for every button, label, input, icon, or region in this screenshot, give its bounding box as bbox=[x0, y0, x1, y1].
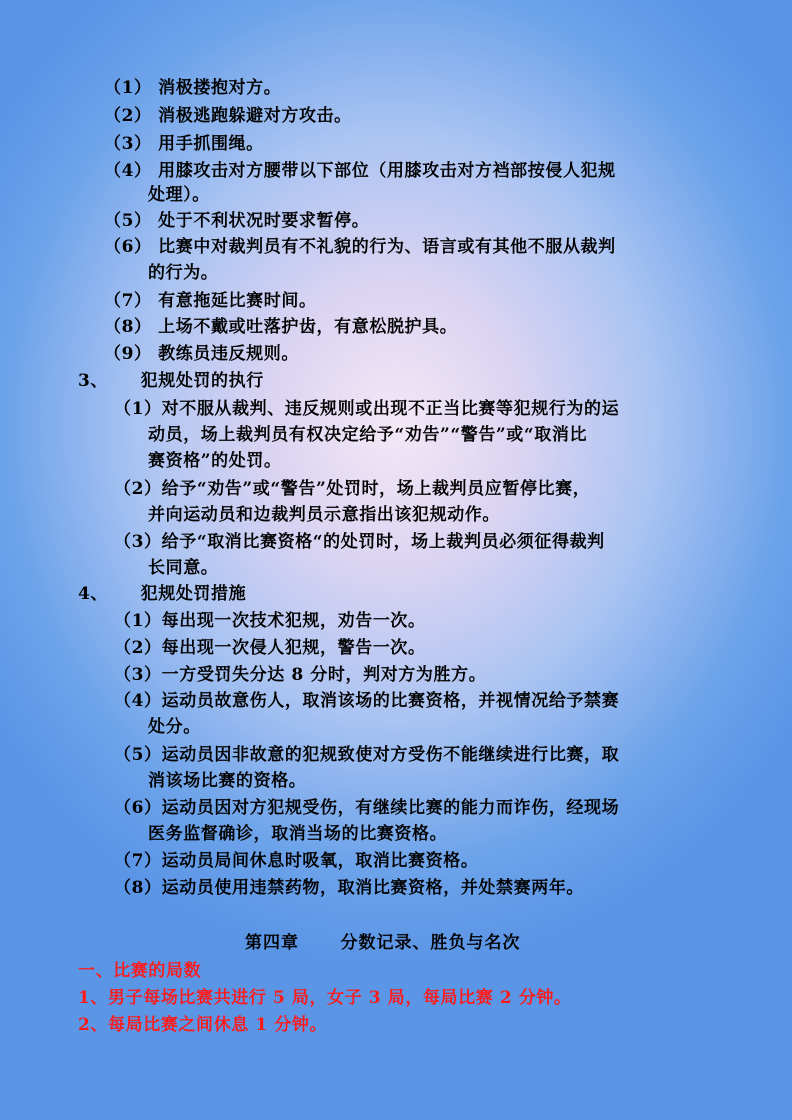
chapter-title: 第四章 分数记录、胜负与名次 bbox=[245, 933, 521, 953]
red-list-item: 2、每局比赛之间休息 1 分钟。 bbox=[78, 1015, 328, 1035]
list-item-continuation: 并向运动员和边裁判员示意指出该犯规动作。 bbox=[148, 505, 500, 525]
list-item: （5） 处于不利状况时要求暂停。 bbox=[104, 211, 370, 231]
list-item-continuation: 的行为。 bbox=[148, 263, 219, 283]
list-item: （1）对不服从裁判、违反规则或出现不正当比赛等犯规行为的运 bbox=[114, 399, 620, 419]
red-section-heading: 一、比赛的局数 bbox=[78, 961, 202, 981]
list-item: （9） 教练员违反规则。 bbox=[104, 344, 299, 364]
list-item: （1）每出现一次技术犯规，劝告一次。 bbox=[114, 611, 426, 631]
list-item: （3）一方受罚失分达 8 分时，判对方为胜方。 bbox=[114, 665, 487, 685]
list-item: （4） 用膝攻击对方腰带以下部位（用膝攻击对方裆部按侵人犯规 bbox=[104, 161, 616, 181]
list-item: （4）运动员故意伤人，取消该场的比赛资格，并视情况给予禁赛 bbox=[114, 691, 620, 711]
list-item: （7） 有意拖延比赛时间。 bbox=[104, 291, 317, 311]
list-item: （6） 比赛中对裁判员有不礼貌的行为、语言或有其他不服从裁判 bbox=[104, 237, 616, 257]
list-item: （2）给予“劝告”或“警告”处罚时，场上裁判员应暂停比赛， bbox=[114, 479, 591, 499]
list-item: （8）运动员使用违禁药物，取消比赛资格，并处禁赛两年。 bbox=[114, 878, 585, 898]
list-item-continuation: 处理）。 bbox=[148, 185, 210, 205]
list-item-continuation: 医务监督确诊，取消当场的比赛资格。 bbox=[148, 824, 448, 844]
list-item-continuation: 消该场比赛的资格。 bbox=[148, 771, 307, 791]
list-item: （7）运动员局间休息时吸氧，取消比赛资格。 bbox=[114, 851, 479, 871]
list-item: （8） 上场不戴或吐落护齿，有意松脱护具。 bbox=[104, 317, 458, 337]
list-item: （3） 用手抓围绳。 bbox=[104, 134, 264, 154]
list-item-continuation: 处分。 bbox=[148, 717, 201, 737]
section-title: 4、 犯规处罚措施 bbox=[78, 584, 247, 604]
list-item-continuation: 长同意。 bbox=[148, 558, 219, 578]
list-item-continuation: 动员，场上裁判员有权决定给予“劝告”“警告”或“取消比 bbox=[148, 425, 588, 445]
list-item: （3）给予“取消比赛资格“的处罚时，场上裁判员必须征得裁判 bbox=[114, 532, 605, 552]
list-item: （2） 消极逃跑躲避对方攻击。 bbox=[104, 106, 352, 126]
list-item: （6）运动员因对方犯规受伤，有继续比赛的能力而诈伤，经现场 bbox=[114, 798, 620, 818]
list-item: （2）每出现一次侵人犯规，警告一次。 bbox=[114, 638, 426, 658]
list-item: （5）运动员因非故意的犯规致使对方受伤不能继续进行比赛，取 bbox=[114, 745, 620, 765]
section-title: 3、 犯规处罚的执行 bbox=[78, 371, 264, 391]
list-item: （1） 消极搂抱对方。 bbox=[104, 78, 282, 98]
list-item-continuation: 赛资格”的处罚。 bbox=[148, 451, 282, 471]
red-list-item: 1、男子每场比赛共进行 5 局，女子 3 局，每局比赛 2 分钟。 bbox=[78, 988, 572, 1008]
